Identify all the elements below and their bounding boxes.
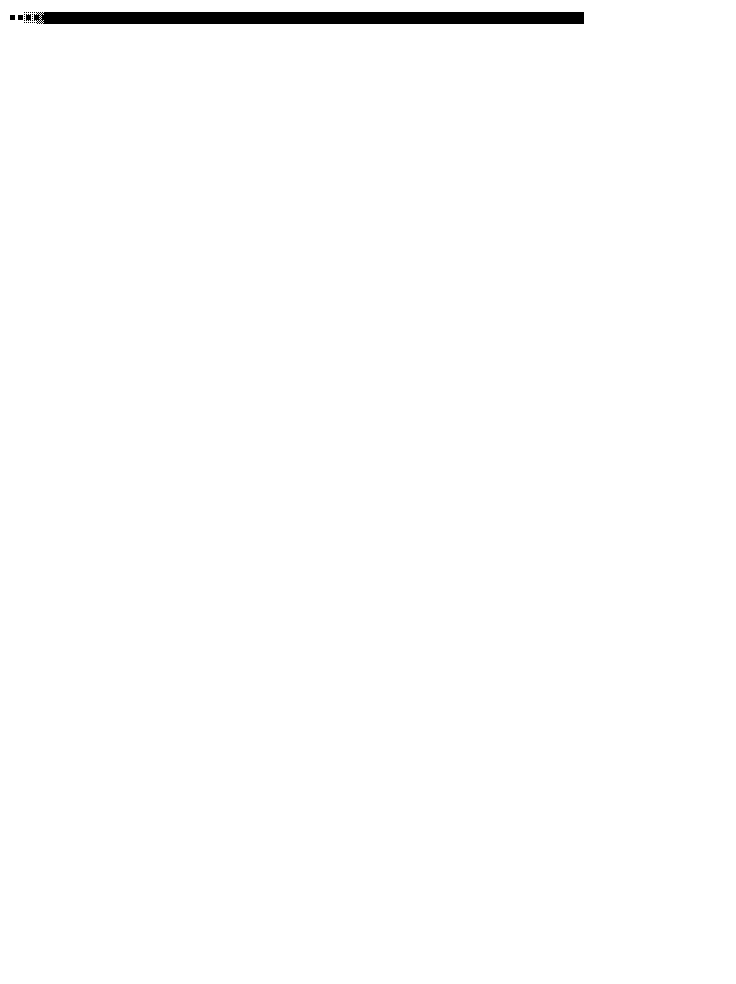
wrs-logo-art bbox=[0, 0, 736, 220]
wrs-logo-banner bbox=[0, 0, 736, 220]
